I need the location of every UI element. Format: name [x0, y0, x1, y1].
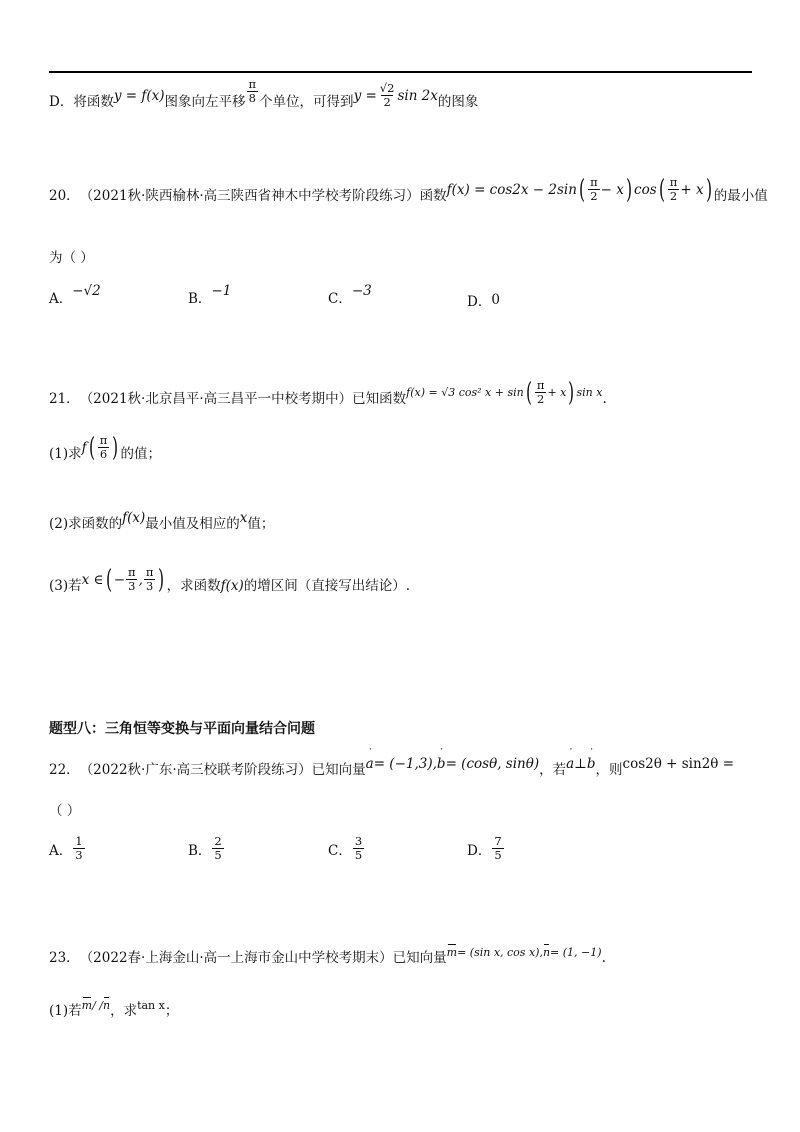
header-rule — [49, 71, 752, 73]
q22-option-a-frac — [73, 835, 84, 862]
function-expr: y = f(x) — [113, 87, 165, 104]
parallel-symbol: / / — [92, 998, 103, 1012]
q21-p2-mid: 最小值及相应的 — [145, 516, 240, 532]
q23-p1-suffix: ； — [164, 1003, 179, 1019]
target-den: 2 — [383, 95, 391, 110]
q22-vectors — [366, 756, 539, 772]
q23-p1-mid: ，求 — [110, 1003, 138, 1019]
q22-option-a-num: 1 — [75, 834, 83, 848]
q20-cont: 为（ ） — [49, 250, 94, 266]
q22-option-a-label: A． — [49, 842, 73, 859]
q22-cont: （ ） — [49, 803, 81, 819]
q20-frac2-den: 2 — [669, 189, 678, 204]
q21-plus-x: + x — [547, 386, 567, 400]
q22-if: ，若 — [539, 762, 567, 778]
q21-p3-neg: − — [113, 571, 125, 588]
q20-paren-open-2: ( — [658, 174, 665, 205]
q21-p1-suffix: 的值； — [120, 445, 161, 462]
q20-option-a-label: A． — [49, 291, 73, 307]
vector-b-value: = (cosθ, sinθ) — [445, 756, 540, 772]
q21-p1-paren-open: ( — [88, 432, 95, 463]
q23-vectors — [447, 946, 602, 959]
q20-frac1-num: π — [590, 175, 598, 189]
q20-expr-lhs: f(x) = cos2x − 2sin — [446, 181, 577, 198]
q22-option-c-den: 5 — [354, 848, 363, 863]
target-num: √2 — [379, 81, 395, 95]
perp-vector-b: ˙ b — [587, 756, 596, 772]
q23-p1-prefix: (1)若 — [49, 1003, 82, 1019]
q20-option-c[interactable] — [328, 283, 372, 307]
q21-p3-paren-close: ) — [158, 564, 165, 595]
q20-option-c-value: −3 — [351, 283, 372, 299]
q20-minus-x: − x — [600, 181, 624, 198]
q22-option-d-label: D． — [467, 842, 492, 859]
q22-target: cos2θ + sin2θ = — [622, 756, 735, 772]
target-lhs: y = — [353, 87, 377, 104]
q21-frac-den: 2 — [536, 392, 545, 407]
question-20 — [49, 174, 768, 209]
q21-period: . — [602, 390, 607, 407]
vector-n-value: = (1, −1) — [550, 945, 602, 959]
q21-p1-f: f — [81, 439, 87, 456]
vector-a-value: = (−1,3), — [373, 756, 437, 772]
shift-fraction — [247, 78, 259, 105]
q23-period: . — [601, 950, 606, 966]
q21-p3-f: f(x) — [220, 577, 244, 594]
q21-frac — [535, 379, 547, 406]
target-fraction — [378, 82, 397, 109]
q22-option-b[interactable] — [188, 835, 225, 862]
q20-suffix: 的最小值 — [713, 187, 768, 204]
option-d-prefix: D．将函数 — [49, 93, 114, 110]
q20-frac-1 — [588, 176, 600, 203]
parallel-vector-m: m — [81, 998, 93, 1012]
q21-p2-prefix: (2)求函数的 — [49, 516, 123, 532]
q21-p3-x-in: x ∈ — [81, 571, 104, 588]
option-d-mid1: 图象向左平移 — [164, 93, 246, 110]
q21-p3-suffix: 的增区间（直接写出结论）. — [243, 577, 411, 594]
q21-source: （2021秋·北京昌平·高三昌平一中校考期中）已知函数 — [79, 390, 407, 407]
q23-p1-tan: tan x — [137, 998, 165, 1012]
q21-part-2 — [49, 510, 275, 532]
q21-p1-frac — [98, 434, 110, 461]
q20-option-b-label: B． — [188, 291, 212, 307]
q22-number: 22． — [49, 762, 80, 778]
q23-part-1 — [49, 998, 179, 1019]
q20-expression — [447, 176, 714, 203]
shift-den: 8 — [248, 91, 256, 106]
q22-option-c[interactable] — [328, 835, 365, 862]
q22-option-b-den: 5 — [214, 848, 222, 863]
q21-expression — [406, 379, 602, 406]
option-d-mid2: 个单位，可得到 — [259, 93, 354, 110]
shift-num: π — [248, 77, 257, 91]
q22-option-b-label: B． — [188, 842, 212, 859]
q20-option-d-value: 0 — [491, 292, 500, 308]
q20-option-b[interactable] — [188, 283, 232, 307]
vector-a: ˙ a — [366, 756, 374, 772]
q22-option-c-label: C． — [328, 842, 352, 859]
q22-option-d[interactable] — [467, 835, 505, 862]
q22-option-d-den: 5 — [494, 848, 502, 863]
q20-option-c-label: C． — [328, 291, 352, 307]
q21-p1-paren-close: ) — [112, 432, 119, 463]
q20-option-b-value: −1 — [211, 283, 232, 299]
q21-p3-comma: , — [138, 571, 143, 588]
q20-frac1-den: 2 — [590, 189, 598, 204]
q20-cos: cos — [634, 181, 657, 198]
perp-vector-a: ˙ a — [566, 756, 574, 772]
q20-paren-open-1: ( — [578, 174, 586, 205]
question-21 — [49, 377, 607, 412]
vector-m-value: = (sin x, cos x), — [457, 945, 543, 959]
q22-then: ，则 — [595, 762, 623, 778]
q21-paren-open: ( — [525, 377, 532, 408]
q20-option-d[interactable] — [467, 290, 500, 310]
q21-p3-mid: ，求函数 — [166, 577, 221, 594]
perp-symbol: ⊥ — [574, 756, 587, 772]
q20-paren-close-2: ) — [705, 174, 712, 205]
q22-option-b-num: 2 — [214, 834, 222, 848]
q21-p3-frac2-num: π — [145, 565, 154, 579]
q21-p3-prefix: (3)若 — [49, 577, 82, 594]
q21-p2-x: x — [239, 510, 248, 526]
section-title: 题型八：三角恒等变换与平面向量结合问题 — [49, 721, 315, 737]
q20-frac2-num: π — [669, 175, 678, 189]
q20-option-d-label: D． — [467, 294, 492, 310]
q21-p1-expr — [82, 434, 121, 461]
q21-paren-close: ) — [568, 377, 575, 408]
q22-option-d-num: 7 — [494, 834, 502, 848]
question-22 — [49, 756, 735, 778]
q21-p1-den: 6 — [99, 447, 108, 462]
q21-frac-num: π — [536, 378, 545, 392]
q21-p3-frac1-den: 3 — [128, 579, 136, 594]
q23-p1-parallel — [82, 999, 110, 1012]
q21-p3-expr — [82, 566, 167, 593]
q21-p1-prefix: (1)求 — [49, 445, 82, 462]
option-d-line — [49, 77, 479, 115]
q20-option-a-value: −√2 — [72, 283, 101, 299]
vector-n: n — [542, 945, 551, 959]
q22-option-b-frac — [212, 835, 223, 862]
q22-option-c-num: 3 — [354, 834, 363, 848]
q21-p2-suffix: 值； — [247, 516, 275, 532]
vector-b: ˙ b — [437, 756, 446, 772]
target-rhs: sin 2x — [397, 87, 438, 104]
question-23 — [49, 945, 606, 966]
q20-paren-close-1: ) — [625, 174, 632, 205]
q21-p3-frac2-den: 3 — [145, 579, 154, 594]
q23-source: （2022春·上海金山·高一上海市金山中学校考期末）已知向量 — [79, 950, 447, 966]
q21-part-1 — [49, 432, 161, 467]
q21-p2-f: f(x) — [122, 510, 146, 526]
parallel-vector-n: n — [102, 998, 111, 1012]
q20-option-a[interactable] — [49, 283, 101, 307]
q21-p3-frac1-num: π — [128, 565, 136, 579]
q21-p3-paren-open: ( — [105, 564, 112, 595]
q22-source: （2022秋·广东·高三校联考阶段练习）已知向量 — [79, 762, 366, 778]
q20-frac-2 — [668, 176, 680, 203]
q21-number: 21． — [49, 390, 80, 407]
q21-p1-num: π — [99, 433, 108, 447]
q22-perp-expr — [566, 756, 595, 772]
q20-number: 20． — [49, 187, 80, 204]
q22-option-c-frac — [353, 835, 364, 862]
q21-p3-frac-2 — [144, 566, 156, 593]
q20-plus-x: + x — [680, 181, 704, 198]
q21-expr-a: f(x) = √3 cos² x + sin — [406, 386, 524, 400]
q22-option-d-frac — [492, 835, 503, 862]
q23-number: 23． — [49, 950, 80, 966]
q21-p3-frac-1 — [126, 566, 138, 593]
q20-source: （2021秋·陕西榆林·高三陕西省神木中学校考阶段练习）函数 — [79, 187, 447, 204]
q21-part-3 — [49, 564, 411, 599]
q22-option-a-den: 3 — [75, 848, 83, 863]
q22-option-a[interactable] — [49, 835, 86, 862]
q21-expr-b: sin x — [576, 386, 603, 400]
option-d-suffix: 的图象 — [437, 93, 479, 110]
vector-m: m — [446, 945, 458, 959]
